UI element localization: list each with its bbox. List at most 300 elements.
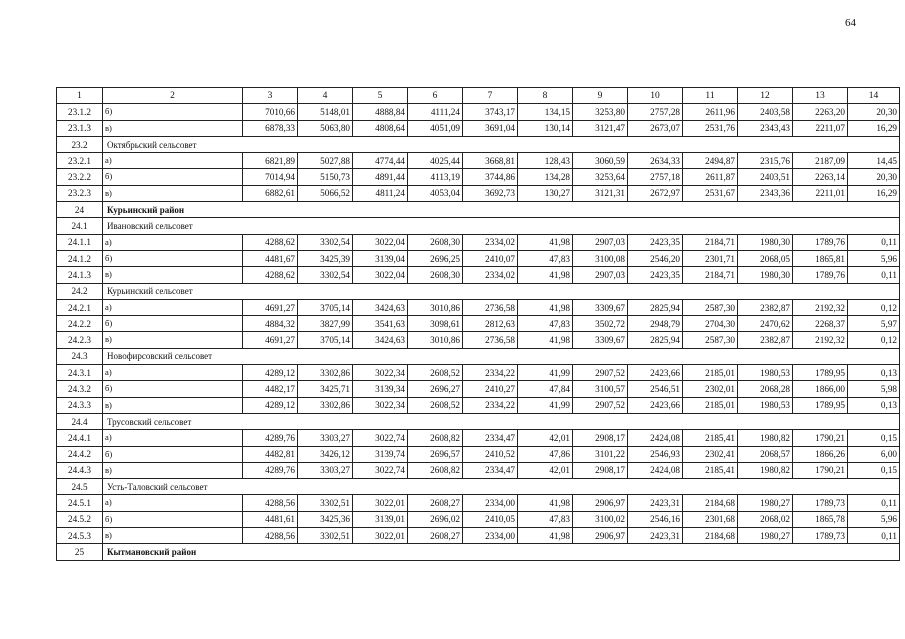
value-cell: 4289,76 [243,462,298,478]
row-number: 24.1.1 [57,234,103,250]
value-cell: 3425,39 [298,250,353,266]
empty-cell [628,202,683,218]
value-cell: 128,43 [518,153,573,169]
value-cell: 2906,97 [573,495,628,511]
value-cell: 2184,71 [683,234,738,250]
value-cell: 3022,74 [353,462,408,478]
empty-cell [408,202,463,218]
value-cell: 3060,59 [573,153,628,169]
section-title: Ивановский сельсовет [103,218,243,234]
empty-cell [628,479,683,495]
row-number: 24.3.2 [57,381,103,397]
table-row [57,299,900,315]
variant-label: а) [103,234,243,250]
value-cell: 2192,32 [793,299,848,315]
row-number: 24.2.3 [57,332,103,348]
empty-cell [353,202,408,218]
empty-cell [298,218,353,234]
value-cell: 1865,81 [793,250,848,266]
variant-label: в) [103,332,243,348]
value-cell: 2185,41 [683,462,738,478]
empty-cell [298,202,353,218]
empty-cell [738,202,793,218]
value-cell: 41,98 [518,332,573,348]
value-cell: 4025,44 [408,153,463,169]
variant-label: а) [103,153,243,169]
value-cell: 4774,44 [353,153,408,169]
row-number: 25 [57,544,103,560]
value-cell: 1789,73 [793,528,848,544]
value-cell: 2546,16 [628,511,683,527]
value-cell: 4811,24 [353,185,408,201]
value-cell: 3302,54 [298,267,353,283]
value-cell: 7014,94 [243,169,298,185]
value-cell: 2948,79 [628,316,683,332]
value-cell: 3098,61 [408,316,463,332]
row-number: 24.5.1 [57,495,103,511]
value-cell: 42,01 [518,462,573,478]
value-cell: 2608,27 [408,495,463,511]
value-cell: 2634,33 [628,153,683,169]
value-cell: 2696,25 [408,250,463,266]
value-cell: 1980,27 [738,528,793,544]
column-header: 11 [683,88,738,104]
table-row [57,185,900,201]
value-cell: 2423,31 [628,528,683,544]
value-cell: 2736,58 [463,332,518,348]
value-cell: 5,98 [848,381,900,397]
value-cell: 2672,97 [628,185,683,201]
value-cell: 3022,34 [353,397,408,413]
section-row [57,479,900,495]
empty-cell [738,479,793,495]
table-row [57,397,900,413]
value-cell: 2343,43 [738,120,793,136]
value-cell: 4288,56 [243,528,298,544]
value-cell: 2343,36 [738,185,793,201]
section-row [57,348,900,364]
section-row [57,202,900,218]
value-cell: 1980,27 [738,495,793,511]
value-cell: 4891,44 [353,169,408,185]
empty-cell [573,202,628,218]
row-number: 24.1.3 [57,267,103,283]
value-cell: 3426,12 [298,446,353,462]
value-cell: 1980,82 [738,430,793,446]
value-cell: 2470,62 [738,316,793,332]
empty-cell [683,413,738,429]
value-cell: 1789,95 [793,365,848,381]
value-cell: 1789,95 [793,397,848,413]
empty-cell [353,136,408,152]
value-cell: 0,13 [848,365,900,381]
empty-cell [243,283,298,299]
value-cell: 2608,30 [408,234,463,250]
value-cell: 3139,74 [353,446,408,462]
value-cell: 6,00 [848,446,900,462]
row-number: 24.5.2 [57,511,103,527]
variant-label: б) [103,316,243,332]
empty-cell [298,283,353,299]
empty-cell [518,283,573,299]
empty-cell [408,218,463,234]
empty-cell [793,136,848,152]
value-cell: 6878,33 [243,120,298,136]
value-cell: 2757,18 [628,169,683,185]
value-cell: 2908,17 [573,462,628,478]
value-cell: 0,15 [848,430,900,446]
empty-cell [353,348,408,364]
column-header: 2 [103,88,243,104]
value-cell: 2382,87 [738,299,793,315]
empty-cell [793,348,848,364]
value-cell: 2423,66 [628,365,683,381]
value-cell: 7010,66 [243,104,298,120]
section-title: Новофирсовский сельсовет [103,348,243,364]
value-cell: 4481,67 [243,250,298,266]
value-cell: 2334,02 [463,267,518,283]
value-cell: 0,11 [848,495,900,511]
empty-cell [353,544,408,560]
empty-cell [463,479,518,495]
table-row [57,332,900,348]
value-cell: 2068,05 [738,250,793,266]
value-cell: 2608,82 [408,462,463,478]
value-cell: 3502,72 [573,316,628,332]
page-number: 64 [845,17,856,29]
empty-cell [518,136,573,152]
value-cell: 3692,73 [463,185,518,201]
value-cell: 2192,32 [793,332,848,348]
column-header: 12 [738,88,793,104]
value-cell: 2068,28 [738,381,793,397]
table-row [57,381,900,397]
empty-cell [573,136,628,152]
value-cell: 3139,01 [353,511,408,527]
table-body [57,88,900,561]
value-cell: 4113,19 [408,169,463,185]
value-cell: 1866,00 [793,381,848,397]
value-cell: 2424,08 [628,430,683,446]
table-row [57,495,900,511]
value-cell: 4482,81 [243,446,298,462]
empty-cell [463,348,518,364]
value-cell: 2608,52 [408,397,463,413]
empty-cell [848,479,900,495]
row-number: 24.3.1 [57,365,103,381]
value-cell: 2611,96 [683,104,738,120]
value-cell: 3424,63 [353,332,408,348]
table-row [57,153,900,169]
table-row [57,365,900,381]
variant-label: б) [103,381,243,397]
section-title: Курьинский район [103,202,243,218]
value-cell: 1980,82 [738,462,793,478]
empty-cell [243,413,298,429]
value-cell: 1980,53 [738,365,793,381]
empty-cell [298,136,353,152]
value-cell: 2546,20 [628,250,683,266]
value-cell: 2184,71 [683,267,738,283]
value-cell: 1789,73 [793,495,848,511]
value-cell: 2611,87 [683,169,738,185]
value-cell: 3541,63 [353,316,408,332]
empty-cell [683,218,738,234]
row-number: 24 [57,202,103,218]
value-cell: 2696,57 [408,446,463,462]
section-row [57,136,900,152]
empty-cell [463,413,518,429]
value-cell: 3121,31 [573,185,628,201]
value-cell: 5150,73 [298,169,353,185]
value-cell: 2907,52 [573,397,628,413]
value-cell: 3309,67 [573,299,628,315]
empty-cell [628,544,683,560]
empty-cell [793,413,848,429]
value-cell: 2546,93 [628,446,683,462]
row-number: 24.3 [57,348,103,364]
value-cell: 4808,64 [353,120,408,136]
empty-cell [353,479,408,495]
value-cell: 2334,00 [463,528,518,544]
section-title: Кытмановский район [103,544,243,560]
variant-label: в) [103,397,243,413]
value-cell: 2494,87 [683,153,738,169]
empty-cell [243,202,298,218]
value-cell: 4482,17 [243,381,298,397]
value-cell: 3022,01 [353,495,408,511]
table-row [57,511,900,527]
variant-label: а) [103,495,243,511]
value-cell: 5148,01 [298,104,353,120]
empty-cell [353,283,408,299]
value-cell: 2263,14 [793,169,848,185]
value-cell: 2302,01 [683,381,738,397]
value-cell: 2382,87 [738,332,793,348]
empty-cell [298,479,353,495]
table-row [57,267,900,283]
empty-cell [738,544,793,560]
value-cell: 2423,35 [628,234,683,250]
empty-cell [628,283,683,299]
value-cell: 2334,22 [463,365,518,381]
value-cell: 3302,86 [298,397,353,413]
column-header: 14 [848,88,900,104]
value-cell: 2907,03 [573,234,628,250]
value-cell: 6821,89 [243,153,298,169]
value-cell: 0,11 [848,528,900,544]
empty-cell [408,348,463,364]
section-title: Октябрьский сельсовет [103,136,243,152]
value-cell: 2410,07 [463,250,518,266]
value-cell: 47,83 [518,316,573,332]
value-cell: 3302,54 [298,234,353,250]
empty-cell [408,544,463,560]
variant-label: в) [103,120,243,136]
table-row [57,120,900,136]
value-cell: 3139,04 [353,250,408,266]
value-cell: 3302,51 [298,528,353,544]
variant-label: б) [103,446,243,462]
empty-cell [628,136,683,152]
empty-cell [848,136,900,152]
value-cell: 2608,27 [408,528,463,544]
value-cell: 1865,78 [793,511,848,527]
empty-cell [408,283,463,299]
column-header: 10 [628,88,683,104]
value-cell: 2302,41 [683,446,738,462]
value-cell: 2315,76 [738,153,793,169]
value-cell: 2423,66 [628,397,683,413]
value-cell: 4111,24 [408,104,463,120]
variant-label: б) [103,169,243,185]
empty-cell [683,348,738,364]
value-cell: 3253,64 [573,169,628,185]
table-row [57,446,900,462]
empty-cell [518,202,573,218]
variant-label: в) [103,528,243,544]
value-cell: 3010,86 [408,299,463,315]
variant-label: в) [103,462,243,478]
value-cell: 2187,09 [793,153,848,169]
value-cell: 3424,63 [353,299,408,315]
value-cell: 2531,76 [683,120,738,136]
empty-cell [518,544,573,560]
value-cell: 2696,02 [408,511,463,527]
variant-label: в) [103,267,243,283]
empty-cell [518,348,573,364]
empty-cell [848,202,900,218]
value-cell: 1790,21 [793,430,848,446]
row-number: 24.2.1 [57,299,103,315]
empty-cell [353,218,408,234]
value-cell: 3010,86 [408,332,463,348]
value-cell: 3121,47 [573,120,628,136]
row-number: 23.2.2 [57,169,103,185]
value-cell: 47,84 [518,381,573,397]
value-cell: 2068,57 [738,446,793,462]
value-cell: 3100,08 [573,250,628,266]
value-cell: 2546,51 [628,381,683,397]
value-cell: 47,83 [518,250,573,266]
empty-cell [353,413,408,429]
value-cell: 3100,02 [573,511,628,527]
value-cell: 2068,02 [738,511,793,527]
empty-cell [848,413,900,429]
value-cell: 2825,94 [628,299,683,315]
empty-cell [793,479,848,495]
value-cell: 3705,14 [298,332,353,348]
row-number: 23.1.2 [57,104,103,120]
value-cell: 3668,81 [463,153,518,169]
variant-label: б) [103,511,243,527]
variant-label: а) [103,299,243,315]
value-cell: 20,30 [848,169,900,185]
value-cell: 14,45 [848,153,900,169]
row-number: 24.3.3 [57,397,103,413]
empty-cell [298,413,353,429]
empty-cell [298,348,353,364]
value-cell: 2334,47 [463,430,518,446]
value-cell: 2184,68 [683,495,738,511]
value-cell: 2185,01 [683,365,738,381]
value-cell: 4888,84 [353,104,408,120]
empty-cell [848,544,900,560]
table-row [57,104,900,120]
value-cell: 0,12 [848,299,900,315]
row-number: 24.4 [57,413,103,429]
row-number: 24.4.1 [57,430,103,446]
value-cell: 3309,67 [573,332,628,348]
empty-cell [408,413,463,429]
value-cell: 3100,57 [573,381,628,397]
empty-cell [738,136,793,152]
row-number: 24.2 [57,283,103,299]
value-cell: 16,29 [848,120,900,136]
value-cell: 3101,22 [573,446,628,462]
empty-cell [408,479,463,495]
value-cell: 4053,04 [408,185,463,201]
value-cell: 5027,88 [298,153,353,169]
table-row [57,234,900,250]
value-cell: 47,83 [518,511,573,527]
value-cell: 2301,68 [683,511,738,527]
value-cell: 4288,62 [243,234,298,250]
value-cell: 1790,21 [793,462,848,478]
value-cell: 2211,07 [793,120,848,136]
value-cell: 2410,27 [463,381,518,397]
value-cell: 2696,27 [408,381,463,397]
value-cell: 130,14 [518,120,573,136]
value-cell: 2673,07 [628,120,683,136]
value-cell: 2587,30 [683,299,738,315]
column-header: 3 [243,88,298,104]
empty-cell [518,218,573,234]
table-row [57,250,900,266]
empty-cell [463,218,518,234]
value-cell: 1980,30 [738,267,793,283]
value-cell: 1980,30 [738,234,793,250]
value-cell: 1980,53 [738,397,793,413]
value-cell: 2704,30 [683,316,738,332]
empty-cell [463,283,518,299]
empty-cell [463,544,518,560]
value-cell: 0,11 [848,234,900,250]
empty-cell [793,283,848,299]
value-cell: 41,98 [518,299,573,315]
section-row [57,218,900,234]
row-number: 23.2.3 [57,185,103,201]
value-cell: 41,99 [518,397,573,413]
row-number: 24.1.2 [57,250,103,266]
row-number: 24.5.3 [57,528,103,544]
value-cell: 3253,80 [573,104,628,120]
empty-cell [463,202,518,218]
column-header: 7 [463,88,518,104]
value-cell: 2301,71 [683,250,738,266]
empty-cell [243,136,298,152]
value-cell: 2263,20 [793,104,848,120]
value-cell: 2908,17 [573,430,628,446]
table-row [57,316,900,332]
empty-cell [463,136,518,152]
section-title: Курьинский сельсовет [103,283,243,299]
value-cell: 2608,30 [408,267,463,283]
row-number: 24.4.3 [57,462,103,478]
value-cell: 41,98 [518,267,573,283]
value-cell: 41,98 [518,528,573,544]
value-cell: 2334,47 [463,462,518,478]
